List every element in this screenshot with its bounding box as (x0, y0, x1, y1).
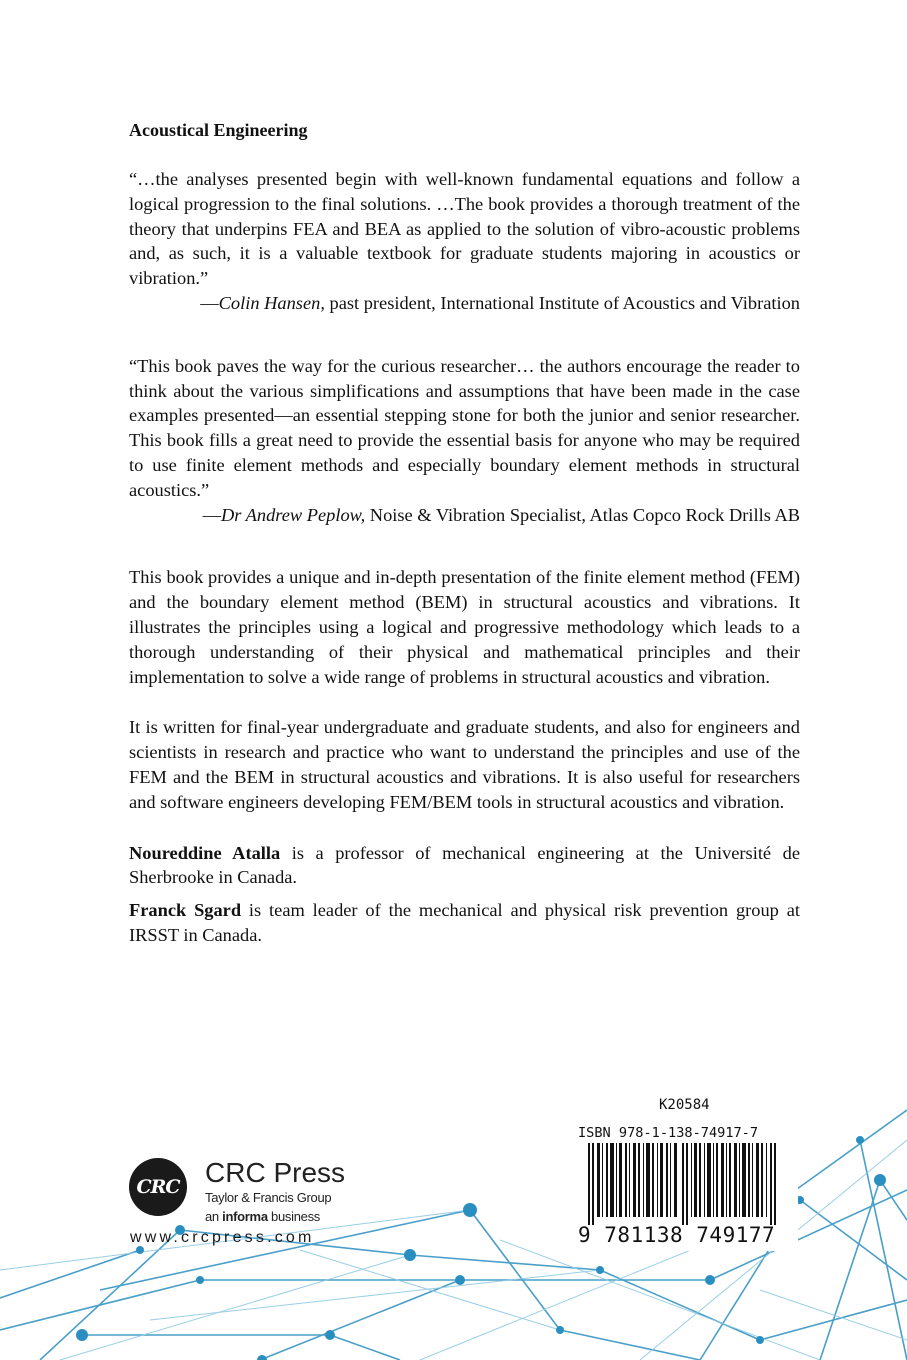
reviewer-role: Noise & Vibration Specialist, Atlas Copco Rock Drills AB (365, 504, 800, 525)
barcode (572, 1123, 798, 1251)
reviewer-role: past president, International Institute of Acoustics and Vibration (324, 292, 800, 313)
catalog-code: K20584 (659, 1097, 710, 1113)
author-bio-text: is team leader of the mechanical and physical risk prevention group at IRSST in Canada. (129, 900, 800, 945)
publisher-business (205, 1207, 345, 1226)
review-quote-1: “…the analyses presented begin with well-known fundamental equations and follow a logical progression to the final solutions. …The book provides a thorough treatment of the theory that underpins FEA and BEA as applied to the solution of vibro-acoustic problems and, as such, it is a valuable textbook for graduate students majoring in acoustics or vibration.” (129, 169, 800, 289)
reviewer-name: Dr Andrew Peplow, (220, 504, 366, 525)
review-attribution-2 (129, 503, 800, 528)
author-bio-text: is a professor of mechanical engineering at the Université de Sherbrooke in Canada. (129, 842, 800, 888)
author-name: Franck Sgard (129, 900, 242, 921)
business-bold: informa (222, 1209, 268, 1224)
business-prefix: an (205, 1209, 223, 1224)
review-attribution-1 (129, 291, 800, 316)
publisher-group: Taylor & Francis Group (205, 1190, 332, 1205)
attribution-dash: — (200, 292, 219, 313)
review-quote-2: “This book paves the way for the curious researcher… the authors encourage the reader to think about the various simplifications and assumptions that have been made in the case examples presented—an essential stepping stone for both the junior and senior researcher. This book fills a great need to provide the essential basis for anyone who may be required to use finite element methods and especially boundary element methods in structural acoustics.” (129, 355, 800, 500)
publisher-name: CRC Press (205, 1157, 346, 1188)
author-bio (129, 841, 800, 891)
ean-digits: 9 781138 749177 (578, 1223, 776, 1247)
crc-logo-icon: CRC (129, 1158, 187, 1216)
author-bio (129, 898, 800, 948)
attribution-dash: — (202, 504, 221, 525)
author-name: Noureddine Atalla (129, 842, 281, 863)
publisher-text (205, 1158, 345, 1226)
description-paragraph: This book provides a unique and in-depth presentation of the finite element method (FEM) and the boundary element method (BEM) in structural acoustics and vibrations. It illustrates the principles using a logical and progressive methodology which leads to a thorough understanding of their physical and mathematical principles and their implementation to solve a wide range of problems in structural acoustics and vibration. (129, 567, 800, 687)
business-suffix: business (267, 1209, 320, 1224)
back-cover-text (129, 120, 800, 948)
publisher-url: www.crcpress.com (130, 1229, 315, 1246)
isbn-label: ISBN 978-1-138-74917-7 (578, 1125, 759, 1141)
reviewer-name: Colin Hansen, (218, 292, 325, 313)
description-paragraph: It is written for final-year undergraduate and graduate students, and also for engineers and scientists in research and practice who want to understand the principles and use of the FEM and the BEM in structural acoustics and vibrations. It is also useful for researchers and software engineers developing FEM/BEM tools in structural acoustics and vibration. (129, 717, 800, 812)
subject-heading: Acoustical Engineering (129, 120, 308, 140)
barcode-bars (578, 1143, 792, 1225)
